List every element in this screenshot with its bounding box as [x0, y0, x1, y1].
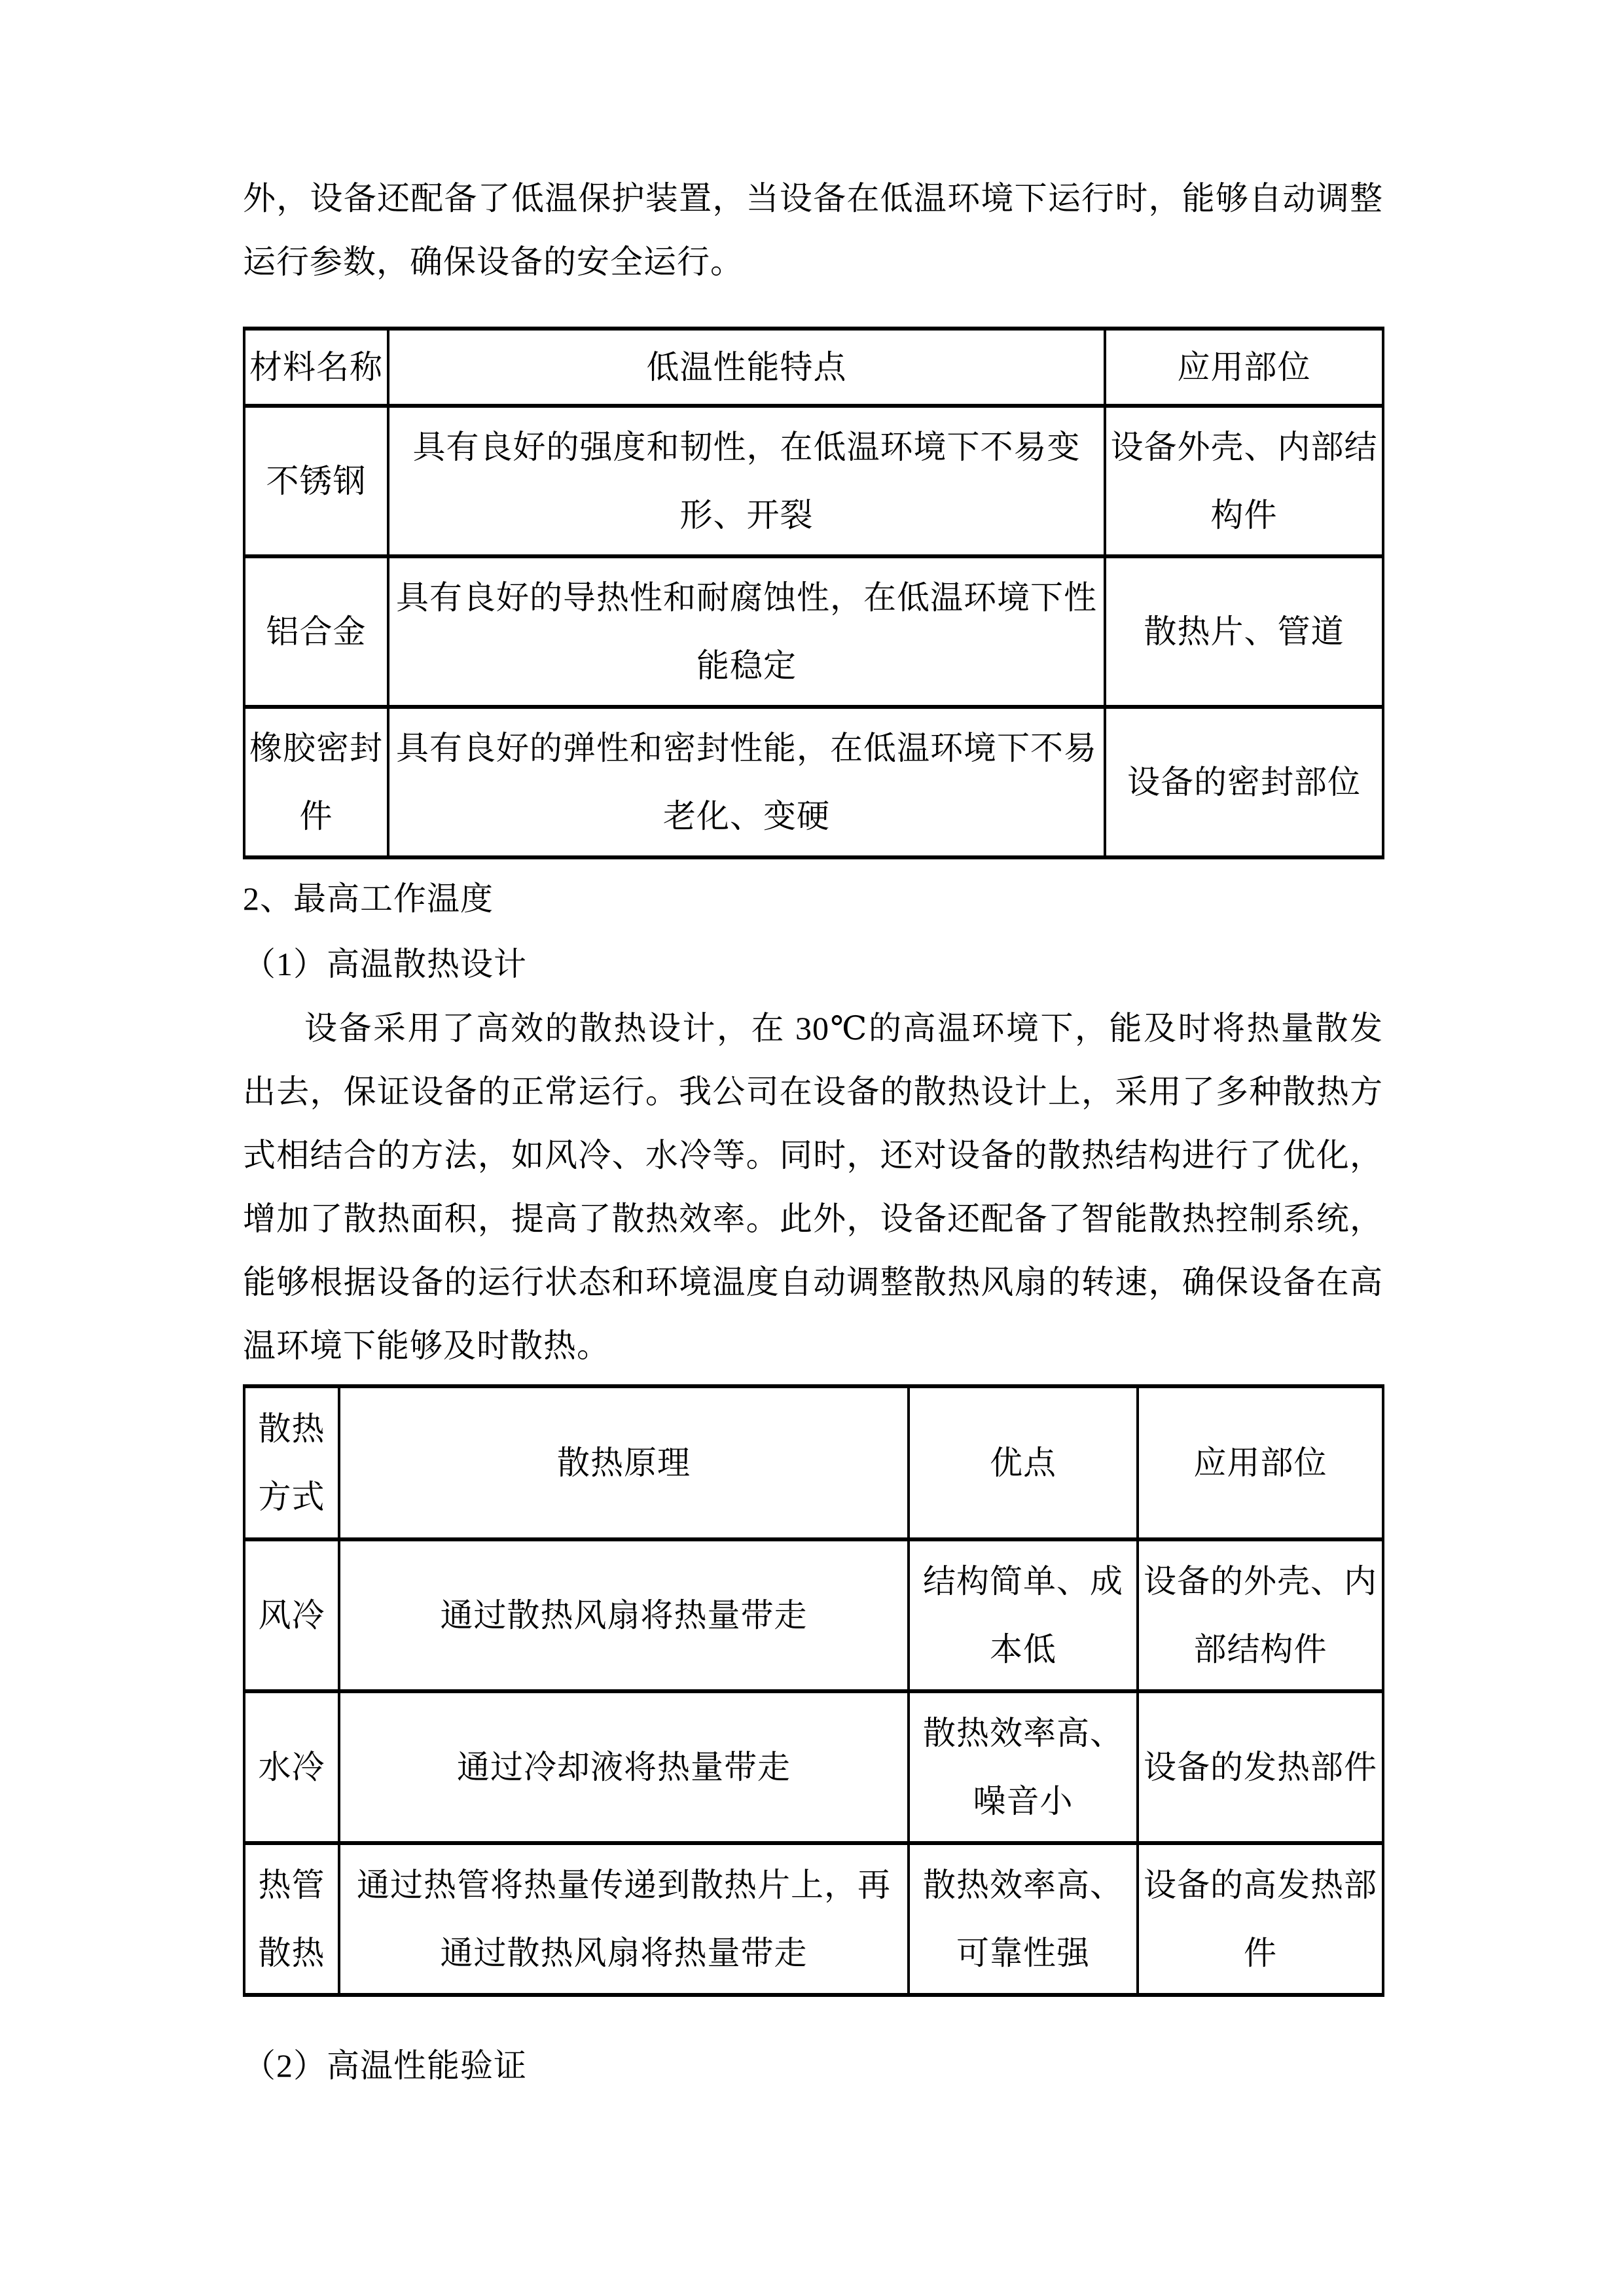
- materials-row-aluminum-alloy: [244, 556, 1383, 707]
- cooling-principle-cell: 通过冷却液将热量带走: [339, 1691, 909, 1843]
- cooling-method-cell: 风冷: [244, 1539, 339, 1691]
- cooling-advantage-cell: 散热效率高、噪音小: [909, 1691, 1138, 1843]
- materials-row-stainless-steel: [244, 406, 1383, 556]
- subsection-heading-high-temp-verification: （2）高温性能验证: [243, 2047, 527, 2084]
- materials-table: [243, 327, 1384, 859]
- cooling-method-cell: 水冷: [244, 1691, 339, 1843]
- materials-header-feature: 低温性能特点: [388, 329, 1105, 406]
- cooling-header-advantage: 优点: [909, 1386, 1138, 1539]
- section-heading-max-working-temperature: 2、最高工作温度: [243, 880, 494, 917]
- cooling-method-cell: 热管散热: [244, 1843, 339, 1995]
- material-feature-cell: 具有良好的强度和韧性，在低温环境下不易变形、开裂: [388, 406, 1105, 556]
- cooling-principle-cell: 通过散热风扇将热量带走: [339, 1539, 909, 1691]
- subsection-heading-high-temp-cooling-design: （1）高温散热设计: [243, 946, 527, 982]
- material-application-cell: 设备外壳、内部结构件: [1105, 406, 1383, 556]
- cooling-application-cell: 设备的发热部件: [1138, 1691, 1383, 1843]
- material-name-cell: 铝合金: [244, 556, 388, 707]
- materials-header-name: 材料名称: [244, 329, 388, 406]
- cooling-header-principle: 散热原理: [339, 1386, 909, 1539]
- cooling-header-application: 应用部位: [1138, 1386, 1383, 1539]
- cooling-header-method: 散热方式: [244, 1386, 339, 1539]
- cooling-application-cell: 设备的高发热部件: [1138, 1843, 1383, 1995]
- material-application-cell: 散热片、管道: [1105, 556, 1383, 707]
- cooling-application-cell: 设备的外壳、内部结构件: [1138, 1539, 1383, 1691]
- cooling-row-water-cooling: [244, 1691, 1383, 1843]
- material-name-cell: 橡胶密封件: [244, 707, 388, 857]
- cooling-row-air-cooling: [244, 1539, 1383, 1691]
- cooling-methods-table: [243, 1384, 1384, 1997]
- cooling-advantage-cell: 散热效率高、可靠性强: [909, 1843, 1138, 1995]
- cooling-advantage-cell: 结构简单、成本低: [909, 1539, 1138, 1691]
- cooling-table-header-row: [244, 1386, 1383, 1539]
- materials-row-rubber-seal: [244, 707, 1383, 857]
- material-feature-cell: 具有良好的导热性和耐腐蚀性，在低温环境下性能稳定: [388, 556, 1105, 707]
- materials-table-header-row: [244, 329, 1383, 406]
- material-name-cell: 不锈钢: [244, 406, 388, 556]
- material-feature-cell: 具有良好的弹性和密封性能，在低温环境下不易老化、变硬: [388, 707, 1105, 857]
- cooling-principle-cell: 通过热管将热量传递到散热片上，再通过散热风扇将热量带走: [339, 1843, 909, 1995]
- paragraph-continuation: 外，设备还配备了低温保护装置，当设备在低温环境下运行时，能够自动调整运行参数，确保设备的安全运行。: [243, 180, 1383, 280]
- cooling-row-heat-pipe: [244, 1843, 1383, 1995]
- paragraph-cooling-design: 设备采用了高效的散热设计，在 30℃的高温环境下，能及时将热量散发出去，保证设备的正常运行。我公司在设备的散热设计上，采用了多种散热方式相结合的方法，如风冷、水冷等。同时，还对设备的散热结构进行了优化，增加了散热面积，提高了散热效率。此外，设备还配备了智能散热控制系统，能够根据设备的运行状态和环境温度自动调整散热风扇的转速，确保设备在高温环境下能够及时散热。: [243, 1010, 1383, 1364]
- material-application-cell: 设备的密封部位: [1105, 707, 1383, 857]
- materials-header-application: 应用部位: [1105, 329, 1383, 406]
